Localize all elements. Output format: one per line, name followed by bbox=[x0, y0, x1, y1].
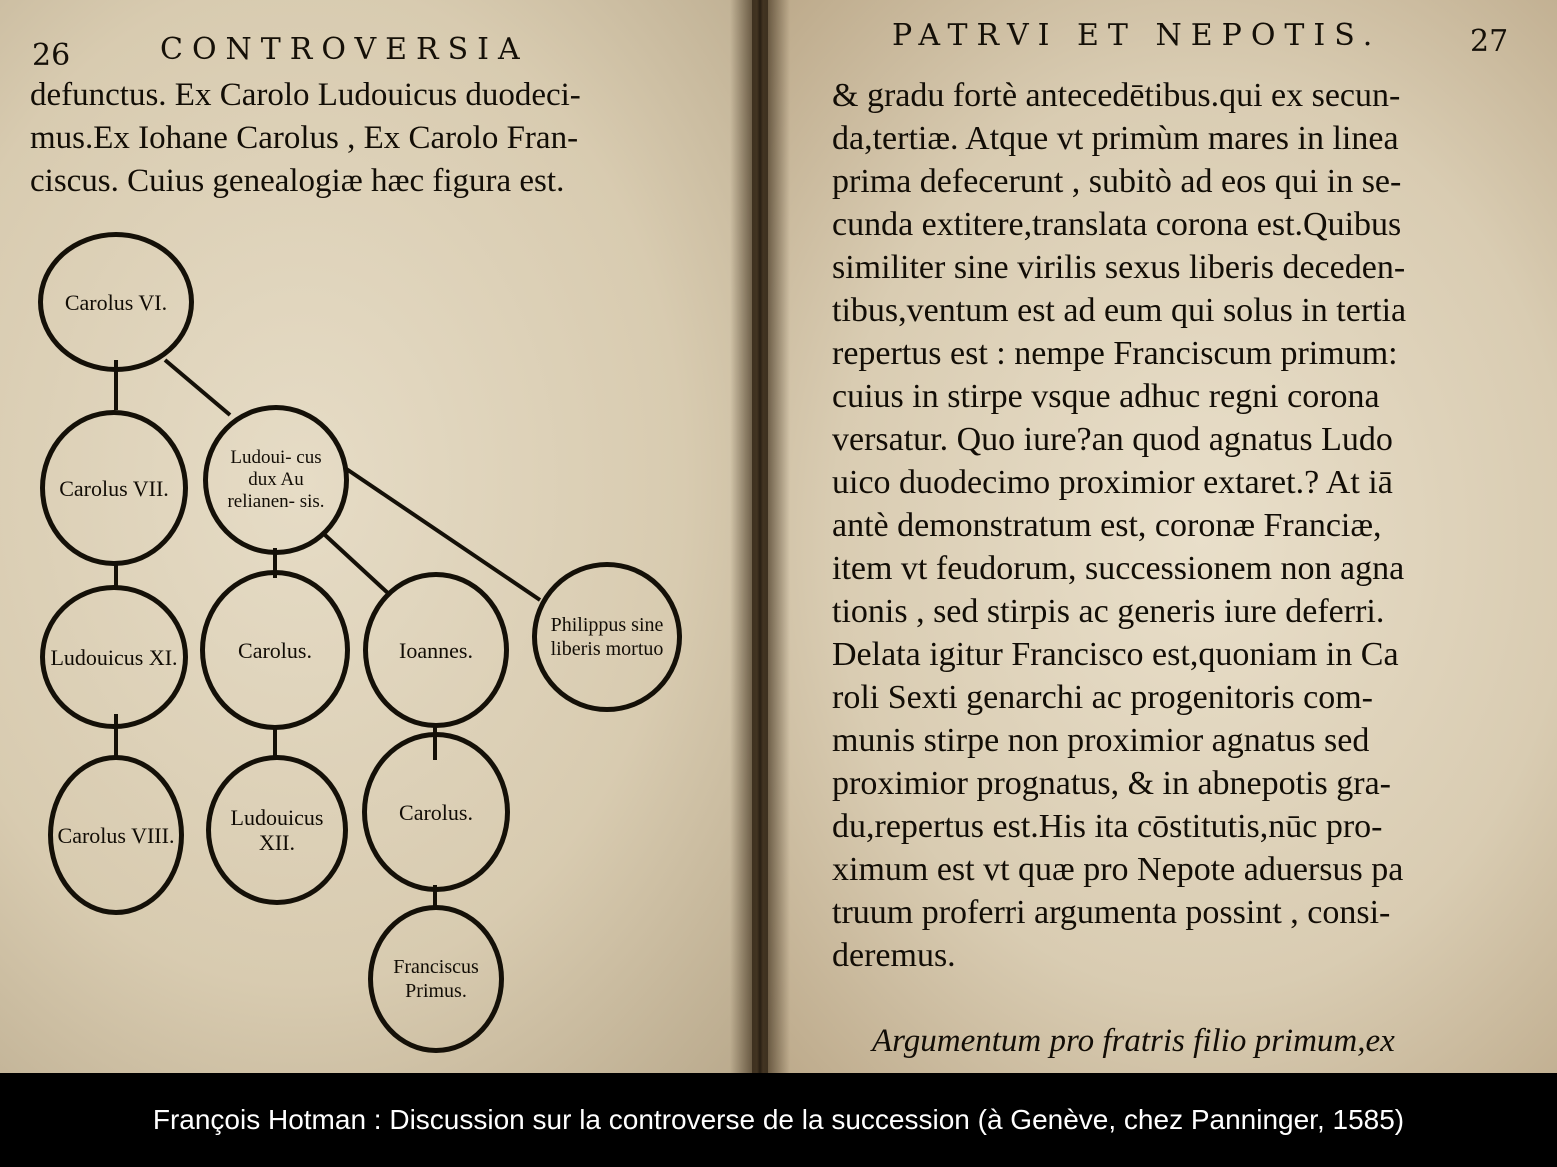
tree-node: Ludoui- cus dux Au relianen- sis. bbox=[203, 405, 349, 555]
right-text-line: proximior prognatus, & in abnepotis gra- bbox=[832, 765, 1392, 802]
right-text-line: antè demonstratum est, coronæ Franciæ, bbox=[832, 507, 1382, 544]
caption-bar bbox=[0, 1073, 1557, 1167]
right-text-line: cuius in stirpe vsque adhuc regni corona bbox=[832, 378, 1380, 415]
left-text-line: defunctus. Ex Carolo Ludouicus duodeci- bbox=[30, 77, 581, 113]
tree-node: Carolus. bbox=[200, 570, 350, 730]
right-text-line: deremus. bbox=[832, 937, 956, 974]
caption-text: François Hotman : Discussion sur la controverse de la succession (à Genève, chez Panninger, 1585) bbox=[152, 1104, 1405, 1135]
right-text-line: munis stirpe non proximior agnatus sed bbox=[832, 722, 1370, 759]
right-text-line: tionis , sed stirpis ac generis iure deferri. bbox=[832, 593, 1385, 630]
right-text-line: cunda extitere,translata corona est.Quibus bbox=[832, 206, 1402, 243]
right-text-line: & gradu fortè antecedētibus.qui ex secun- bbox=[832, 77, 1401, 114]
right-text-line: tibus,ventum est ad eum qui solus in tertia bbox=[832, 292, 1407, 329]
tree-node: Ludouicus XII. bbox=[206, 755, 348, 905]
right-text-line: versatur. Quo iure?an quod agnatus Ludo bbox=[832, 421, 1393, 458]
right-text-line: prima defecerunt , subitò ad eos qui in se- bbox=[832, 163, 1402, 200]
left-text-line: ciscus. Cuius genealogiæ hæc figura est. bbox=[30, 163, 565, 199]
right-text-line: uico duodecimo proximior extaret.? At iā bbox=[832, 464, 1393, 501]
right-text-line: repertus est : nempe Franciscum primum: bbox=[832, 335, 1398, 372]
left-running-head: CONTROVERSIA bbox=[160, 32, 529, 67]
right-text-line: du,repertus est.His ita cōstitutis,nūc pro- bbox=[832, 808, 1383, 845]
right-text-line: similiter sine virilis sexus liberis deceden- bbox=[832, 249, 1406, 286]
right-page-text bbox=[832, 74, 1522, 977]
right-running-head: PATRVI ET NEPOTIS. bbox=[892, 18, 1382, 53]
left-text-line: mus.Ex Iohane Carolus , Ex Carolo Fran- bbox=[30, 120, 579, 156]
tree-node: Philippus sine liberis mortuo bbox=[532, 562, 682, 712]
right-page-number: 27 bbox=[1470, 24, 1509, 59]
right-text-line: truum proferri argumenta possint , consi- bbox=[832, 894, 1391, 931]
left-page-number: 26 bbox=[32, 38, 71, 73]
right-text-line: Delata igitur Francisco est,quoniam in Ca bbox=[832, 636, 1399, 673]
right-text-line: da,tertiæ. Atque vt primùm mares in linea bbox=[832, 120, 1399, 157]
right-page-footer-line: Argumentum pro fratris filio primum,ex bbox=[872, 1023, 1395, 1059]
genealogy-tree bbox=[0, 220, 720, 1070]
tree-node: Carolus VI. bbox=[38, 232, 194, 372]
left-page-text bbox=[30, 74, 680, 203]
book-gutter bbox=[730, 0, 790, 1073]
right-text-line: item vt feudorum, successionem non agna bbox=[832, 550, 1405, 587]
right-text-line: roli Sexti genarchi ac progenitoris com- bbox=[832, 679, 1373, 716]
tree-node: Franciscus Primus. bbox=[368, 905, 504, 1053]
right-text-line: ximum est vt quæ pro Nepote aduersus pa bbox=[832, 851, 1404, 888]
tree-node: Carolus VII. bbox=[40, 410, 188, 566]
tree-node: Ioannes. bbox=[363, 572, 509, 728]
tree-node: Carolus VIII. bbox=[48, 755, 184, 915]
tree-node: Carolus. bbox=[362, 732, 510, 892]
tree-node: Ludouicus XI. bbox=[40, 585, 188, 729]
